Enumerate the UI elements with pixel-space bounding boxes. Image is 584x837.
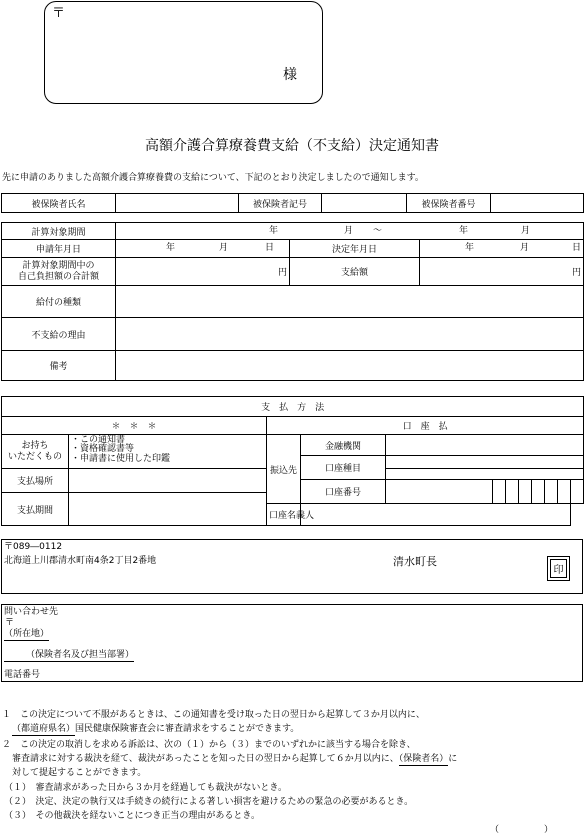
apply-year: 年 <box>166 243 176 253</box>
payment-amount-label: 支給額 <box>290 258 420 286</box>
account-type-label: 口座種目 <box>301 456 386 480</box>
bring-label-line2: いただくもの <box>7 451 62 462</box>
non-payment-reason-value[interactable] <box>116 318 584 351</box>
account-digit[interactable] <box>571 480 584 504</box>
account-digit[interactable] <box>506 480 519 504</box>
period-value[interactable] <box>69 493 267 526</box>
payment-method-header: 支 払 方 法 <box>2 397 584 417</box>
copay-yen: 円 <box>277 268 287 278</box>
intro-text: 先に申請のありました高額介護合算療養費の支給について、下記のとおり決定しましたので通知します。 <box>2 173 424 183</box>
issuer-box <box>1 539 583 594</box>
account-number-prefix[interactable] <box>386 480 493 504</box>
period-end-year: 年 <box>459 226 469 236</box>
note-2-line1: ２ この決定の取消しを求める訴訟は、次の（１）から（３）までのいずれかに該当する場合を除き、 <box>2 740 416 750</box>
issuer-address: 北海道上川郡清水町南4条2丁目2番地 <box>4 556 157 566</box>
seal-text: 印 <box>553 565 564 576</box>
address-window <box>44 1 323 104</box>
account-digit[interactable] <box>532 480 545 504</box>
period-end-month: 月 <box>521 226 531 236</box>
payment-table <box>1 396 584 526</box>
bank-header: 口 座 払 <box>267 417 584 435</box>
period-tilde: ～ <box>373 226 383 236</box>
benefit-type-label: 給付の種類 <box>2 286 116 318</box>
account-digit[interactable] <box>545 480 558 504</box>
bring-item: ・申請書に使用した印鑑 <box>71 453 171 464</box>
apply-date-value[interactable] <box>116 240 290 258</box>
bank-value[interactable] <box>386 435 584 456</box>
note-1-line2: 国民健康保険審査会に審査請求をすることができます。 <box>75 724 300 734</box>
apply-day: 日 <box>265 243 275 253</box>
transfer-label: 振込先 <box>267 435 301 504</box>
period-label: 支払期間 <box>2 493 69 526</box>
bring-label-line1: お持ち <box>21 441 49 452</box>
payment-amount-value[interactable] <box>420 258 584 286</box>
decision-date-label: 決定年月日 <box>290 240 420 258</box>
place-value[interactable] <box>69 469 267 493</box>
insured-number-label: 被保険者番号 <box>407 194 491 213</box>
issuer-postal: 〒089―0112 <box>4 542 63 552</box>
payment-yen: 円 <box>572 268 582 278</box>
copay-label-line1: 計算対象期間中の <box>22 260 95 271</box>
account-type-value[interactable] <box>386 469 584 480</box>
note-item-2: （２） 決定、決定の執行又は手続きの続行による著しい損害を避けるための緊急の必要があるとき。 <box>4 797 414 807</box>
benefit-type-value[interactable] <box>116 286 584 318</box>
copay-total-value[interactable] <box>116 258 290 286</box>
account-holder-value[interactable] <box>301 504 571 526</box>
period-start-month: 月 <box>344 226 354 236</box>
copay-label-line2: 自己負担額の合計額 <box>17 271 99 282</box>
non-payment-reason-label: 不支給の理由 <box>2 318 116 351</box>
address-honorific: 様 <box>283 67 297 83</box>
note-1-line1: １ この決定について不服があるときは、この通知書を受け取った日の翌日から起算して３か月以内に、 <box>2 710 425 720</box>
account-digit[interactable] <box>558 480 571 504</box>
bank-label: 金融機関 <box>301 435 386 456</box>
note-2-line2: 審査請求に対する裁決を経て、裁決があったことを知った日の翌日から起算して６か月以内に、 <box>12 754 399 764</box>
note-2-insurer: （保険者名） <box>398 754 449 764</box>
insured-table <box>1 193 584 213</box>
period-start-year: 年 <box>269 226 279 236</box>
contact-phone: 電話番号 <box>4 670 41 680</box>
note-2-line3: 対して提起することができます。 <box>12 768 147 778</box>
bring-item: ・この通知書 <box>71 435 126 445</box>
decision-day: 日 <box>572 243 582 253</box>
apply-date-label: 申請年月日 <box>2 240 116 258</box>
note-item-1: （１） 審査請求があった日から３か月を経過しても裁決がないとき。 <box>4 783 288 793</box>
note-2-line2-end: に <box>448 754 458 764</box>
insured-name-label: 被保険者氏名 <box>2 194 116 213</box>
place-label: 支払場所 <box>2 469 69 493</box>
issuer-mayor: 清水町長 <box>393 555 437 568</box>
remarks-label: 備考 <box>2 351 116 381</box>
remarks-value[interactable] <box>116 351 584 381</box>
contact-insurer: （保険者名及び担当部署） <box>4 651 134 662</box>
contact-box <box>1 604 583 682</box>
note-1-prefecture: （都道府県名） <box>12 724 76 734</box>
calc-table <box>1 222 584 381</box>
account-holder-label: 口座名義人 <box>267 504 301 526</box>
insured-name-value[interactable] <box>116 194 239 213</box>
account-digit[interactable] <box>519 480 532 504</box>
bring-items-label <box>2 435 69 469</box>
apply-month: 月 <box>219 243 229 253</box>
note-item-3: （３） その他裁決を経ないことにつき正当の理由があるとき。 <box>4 811 260 821</box>
seal-stamp <box>547 556 570 581</box>
footer-paren: （ ） <box>490 825 554 835</box>
account-number-label: 口座番号 <box>301 480 386 504</box>
address-postal-mark: 〒 <box>52 6 66 21</box>
account-digit[interactable] <box>493 480 506 504</box>
bring-item: ・資格確認書等 <box>71 444 135 455</box>
cash-header: ＊ ＊ ＊ <box>2 417 267 435</box>
bring-items-list <box>69 435 267 469</box>
contact-location: （所在地） <box>4 629 50 639</box>
decision-month: 月 <box>520 243 530 253</box>
bank-value-2[interactable] <box>386 456 584 469</box>
decision-date-value[interactable] <box>420 240 584 258</box>
contact-title: 問い合わせ先 <box>4 607 59 617</box>
decision-year: 年 <box>465 243 475 253</box>
page-title: 高額介護合算療養費支給（不支給）決定通知書 <box>145 138 439 154</box>
contact-postal-mark: 〒 <box>5 618 15 628</box>
calc-period-label: 計算対象期間 <box>2 223 116 240</box>
copay-total-label <box>2 258 116 286</box>
insured-symbol-label: 被保険者記号 <box>239 194 322 213</box>
insured-symbol-value[interactable] <box>322 194 407 213</box>
insured-number-value[interactable] <box>491 194 584 213</box>
calc-period-value[interactable] <box>116 223 584 240</box>
